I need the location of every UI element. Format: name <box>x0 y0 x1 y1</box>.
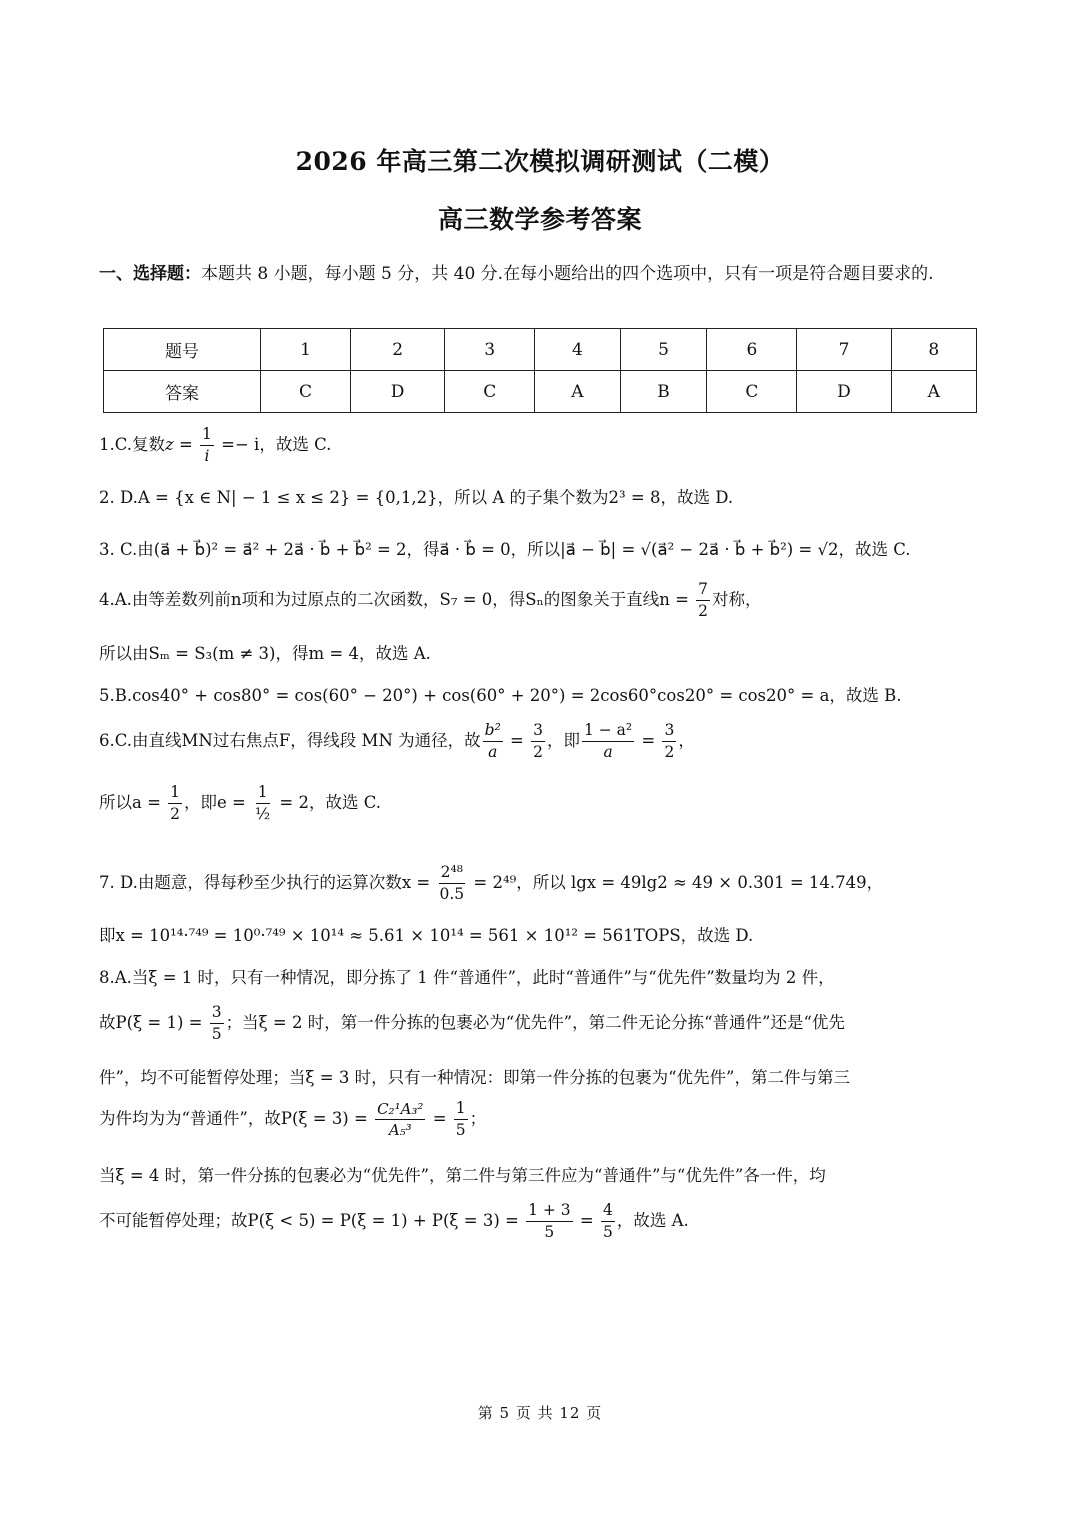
solution-text: = <box>574 1211 599 1230</box>
fraction-numerator: 1 + 3 <box>526 1200 573 1222</box>
solution-8-line-2 <box>99 1002 845 1045</box>
solution-6-line-2 <box>99 782 381 825</box>
fraction <box>168 782 182 825</box>
math-text: z = <box>165 435 199 454</box>
exam-subtitle: 高三数学参考答案 <box>437 205 642 234</box>
solution-8-line-1: 8.A.当ξ = 1 时，只有一种情况，即分拣了 1 件“普通件”，此时“普通件”与“优先件”数量均为 2 件， <box>99 968 835 987</box>
solution-text: 所以a = <box>99 793 167 812</box>
solution-text: 4.A.由等差数列前n项和为过原点的二次函数，S₇ = 0，得Sₙ的图象关于直线n = <box>99 590 695 609</box>
solution-2: 2. D.A = {x ∈ N| − 1 ≤ x ≤ 2} = {0,1,2}，所以 A 的子集个数为2³ = 8，故选 D. <box>99 488 734 507</box>
table-cell: C <box>707 371 797 413</box>
fraction <box>253 782 272 825</box>
fraction <box>483 720 503 763</box>
fraction-denominator: 2 <box>698 602 709 620</box>
solution-text: 6.C.由直线MN过右焦点F，得线段 MN 为通径，故 <box>99 731 481 750</box>
fraction-denominator: A₅³ <box>388 1121 412 1139</box>
solution-text: = <box>427 1109 452 1128</box>
solution-8-line-6 <box>99 1200 689 1243</box>
solution-6-line-1 <box>99 720 695 763</box>
table-cell: 5 <box>620 329 707 371</box>
fraction <box>531 720 545 763</box>
answer-table <box>103 328 977 413</box>
solution-7-line-2: 即x = 10¹⁴·⁷⁴⁹ = 10⁰·⁷⁴⁹ × 10¹⁴ ≈ 5.61 × 10¹⁴ = 561 × 10¹² = 561TOPS，故选 D. <box>99 926 754 945</box>
fraction <box>662 720 676 763</box>
solution-4-line-1 <box>99 579 762 622</box>
fraction-numerator: 4 <box>601 1200 615 1222</box>
fraction <box>454 1098 468 1141</box>
fraction-denominator: 2 <box>170 805 181 823</box>
fraction-denominator: 5 <box>544 1223 555 1241</box>
fraction-numerator: 2⁴⁸ <box>439 862 465 884</box>
table-header-answer: 答案 <box>104 371 261 413</box>
solution-8-line-4 <box>99 1098 486 1141</box>
fraction-numerator: 3 <box>210 1002 224 1024</box>
solution-8-line-3: 件”，均不可能暂停处理；当ξ = 3 时，只有一种情况：即第一件分拣的包裹为“优先件”，第二件与第三 <box>99 1068 850 1087</box>
fraction <box>200 424 214 467</box>
fraction-denominator: i <box>204 447 210 465</box>
solution-text: 1.C.复数 <box>99 435 166 454</box>
solution-text: = <box>504 731 530 750</box>
fraction-denominator: 5 <box>602 1223 613 1241</box>
fraction <box>601 1200 615 1243</box>
fraction-numerator: 7 <box>696 579 710 601</box>
fraction-denominator: 5 <box>455 1121 466 1139</box>
fraction-numerator: 1 − a² <box>582 720 634 742</box>
table-cell: 7 <box>797 329 891 371</box>
solution-text: =− i，故选 C. <box>215 435 332 454</box>
table-row <box>104 329 977 371</box>
page-footer: 第 5 页 共 12 页 <box>477 1404 603 1422</box>
fraction <box>375 1099 425 1140</box>
fraction-denominator: 2 <box>533 743 543 761</box>
fraction-numerator: 1 <box>256 782 270 804</box>
solution-text: 为件均为为“普通件”，故P(ξ = 3) = <box>99 1109 374 1128</box>
table-cell: A <box>535 371 620 413</box>
solution-text: ；当ξ = 2 时，第一件分拣的包裹必为“优先件”，第二件无论分拣“普通件”还是“优先 <box>225 1013 845 1032</box>
table-cell: C <box>445 371 535 413</box>
fraction-numerator: C₂¹A₃² <box>377 1100 424 1118</box>
solution-3: 3. C.由(a⃗ + b⃗)² = a⃗² + 2a⃗ · b⃗ + b⃗² = 2，得a⃗ · b⃗ = 0，所以|a⃗ − b⃗| = √(a⃗² − 2a⃗ · b⃗ + b⃗²) = √2，故选 C. <box>99 540 911 559</box>
table-cell: C <box>261 371 351 413</box>
fraction <box>582 720 634 763</box>
section-label: 一、选择题： <box>99 264 201 284</box>
table-cell: B <box>620 371 707 413</box>
fraction-denominator: 0.5 <box>439 885 465 903</box>
fraction <box>210 1002 224 1045</box>
fraction <box>438 862 467 905</box>
table-cell: 2 <box>351 329 445 371</box>
fraction-numerator: 3 <box>662 720 676 742</box>
solution-4-line-2: 所以由Sₘ = S₃(m ≠ 3)，得m = 4，故选 A. <box>99 644 431 663</box>
solution-text: 不可能暂停处理；故P(ξ < 5) = P(ξ = 1) + P(ξ = 3) = <box>99 1211 525 1230</box>
fraction-numerator: 1 <box>454 1098 468 1120</box>
solution-1 <box>99 424 331 467</box>
table-cell: D <box>797 371 891 413</box>
fraction-denominator: a <box>488 743 498 761</box>
table-cell: A <box>891 371 976 413</box>
table-cell: 3 <box>445 329 535 371</box>
fraction-denominator: 5 <box>211 1025 222 1043</box>
solution-text: ，即e = <box>184 793 252 812</box>
solution-text: 故P(ξ = 1) = <box>99 1013 208 1032</box>
fraction-denominator: 2 <box>664 743 675 761</box>
table-cell: 8 <box>891 329 976 371</box>
table-cell: D <box>351 371 445 413</box>
solution-text: 7. D.由题意，得每秒至少执行的运算次数x = <box>99 873 436 892</box>
fraction-numerator: 1 <box>200 424 214 446</box>
table-cell: 1 <box>261 329 351 371</box>
solution-5: 5.B.cos40° + cos80° = cos(60° − 20°) + cos(60° + 20°) = 2cos60°cos20° = cos20° = a，故选 B. <box>99 686 902 705</box>
solution-text: = <box>636 731 661 750</box>
solution-text: = 2，故选 C. <box>274 793 381 812</box>
solution-text: ； <box>469 1109 487 1128</box>
solution-text: ， <box>678 731 695 750</box>
section-heading <box>99 254 984 295</box>
solution-7-line-1 <box>99 862 883 905</box>
table-cell: 6 <box>707 329 797 371</box>
solution-text: ，故选 A. <box>616 1211 689 1230</box>
table-header-number: 题号 <box>104 329 261 371</box>
table-row <box>104 371 977 413</box>
fraction-numerator: 3 <box>531 720 545 742</box>
fraction-numerator: 1 <box>168 782 182 804</box>
fraction-denominator: a <box>603 743 613 761</box>
exam-title: 2026 年高三第二次模拟调研测试（二模） <box>295 147 785 176</box>
fraction <box>696 579 710 622</box>
section-instructions: 本题共 8 小题，每小题 5 分，共 40 分.在每小题给出的四个选项中，只有一项是符合题目要求的. <box>201 264 934 284</box>
fraction <box>526 1200 573 1243</box>
solution-text: ，即 <box>546 731 580 750</box>
solution-text: 对称， <box>712 590 762 609</box>
fraction-denominator: ½ <box>255 805 271 823</box>
solution-8-line-5: 当ξ = 4 时，第一件分拣的包裹必为“优先件”，第二件与第三件应为“普通件”与“优先件”各一件，均 <box>99 1166 826 1185</box>
solution-text: = 2⁴⁹，所以 lgx = 49lg2 ≈ 49 × 0.301 = 14.749， <box>468 873 884 892</box>
fraction-numerator: b² <box>483 720 503 742</box>
table-cell: 4 <box>535 329 620 371</box>
